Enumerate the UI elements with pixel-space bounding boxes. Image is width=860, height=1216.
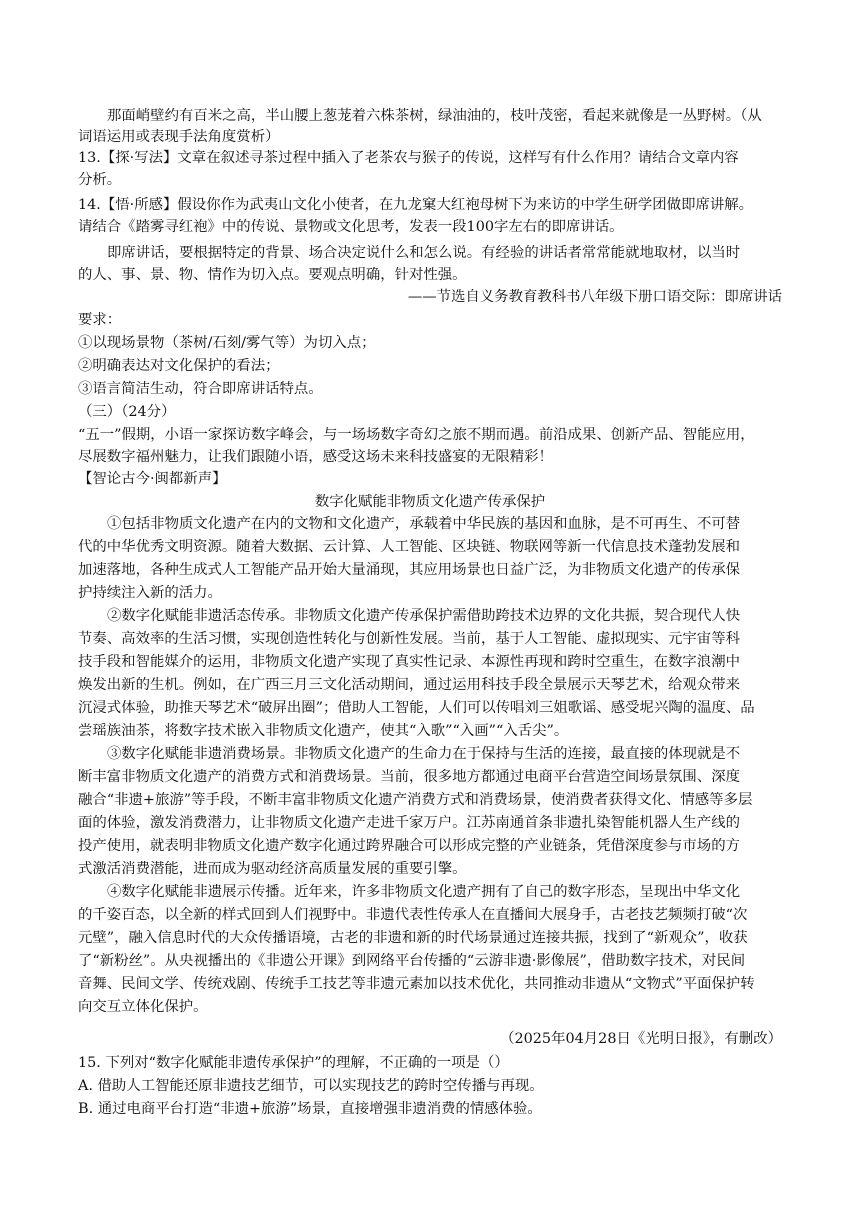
paragraph-4-line: ④数字化赋能非遗展示传播。近年来，许多非物质文化遗产拥有了自己的数字形态，呈现出中华文化	[107, 884, 741, 900]
quote-source: ——节选自义务教育教科书八年级下册口语交际：即席讲话	[407, 289, 782, 305]
paragraph-2-line: 技手段和智能媒介的运用，非物质文化遗产实现了真实性记录、本源性再现和跨时空重生，在数字浪潮中	[78, 654, 740, 670]
q12-text-line: 那面峭壁约有百米之高，半山腰上葱茏着六株茶树，绿油油的，枝叶茂密，看起来就像是一丛野树。（从	[107, 108, 762, 124]
option-b: B. 通过电商平台打造“非遗+旅游”场景，直接增强非遗消费的情感体验。	[78, 1101, 542, 1117]
subsection-heading: 【智论古今·闽都新声】	[78, 471, 227, 487]
requirement-item: ②明确表达对文化保护的看法；	[78, 358, 280, 374]
paragraph-3-line: ③数字化赋能非遗消费场景。非物质文化遗产的生命力在于保持与生活的连接，最直接的体现就是不	[107, 746, 741, 762]
question-14-cont: 请结合《踏雾寻红袍》中的传说、景物或文化思考，发表一段100字左右的即席讲话。	[78, 219, 624, 235]
paragraph-2-line: 尝瑶族油茶，将数字技术嵌入非物质文化遗产，使其“入歌”“入画”“入舌尖”。	[78, 723, 569, 739]
paragraph-4-line: 了“新粉丝”。从央视播出的《非遗公开课》到网络平台传播的“云游非遗·影像展”，借助数字技术，对民间	[78, 953, 746, 969]
article-title: 数字化赋能非物质文化遗产传承保护	[314, 494, 546, 510]
paragraph-3-line: 面的体验，激发消费潜力，让非物质文化遗产走进千家万户。江苏南通首条非遗扎染智能机器人生产线的	[78, 815, 740, 831]
requirement-item: ①以现场景物（茶树/石刻/雾气等）为切入点；	[78, 335, 376, 351]
question-14: 14.【悟·所感】假设你作为武夷山文化小使者，在九龙窠大红袍母树下为来访的中学生研学团做即席讲解。	[78, 197, 754, 213]
paragraph-1-line: ①包括非物质文化遗产在内的文物和文化遗产，承载着中华民族的基因和血脉，是不可再生、不可替	[107, 516, 741, 532]
paragraph-3-line: 式激活消费潜能，进而成为驱动经济高质量发展的重要引擎。	[78, 861, 467, 877]
paragraph-2-line: 沉浸式体验，助推天琴艺术“破屏出圈”；借助人工智能，人们可以传唱刘三姐歌谣、感受坭兴陶的温度、品	[78, 700, 755, 716]
article-source: （2025年04月28日《光明日报》，有删改）	[500, 1031, 782, 1047]
question-13: 13.【探·写法】文章在叙述寻茶过程中插入了老茶农与猴子的传说，这样写有什么作用？请结合文章内容	[78, 150, 739, 166]
question-13-cont: 分析。	[78, 172, 122, 188]
paragraph-3-line: 断丰富非物质文化遗产的消费方式和消费场景。当前，很多地方都通过电商平台营造空间场景氛围、深度	[78, 769, 740, 785]
paragraph-1-line: 代的中华优秀文明资源。随着大数据、云计算、人工智能、区块链、物联网等新一代信息技术蓬勃发展和	[78, 539, 740, 555]
paragraph-4-line: 向交互立体化保护。	[78, 999, 208, 1015]
question-15: 15. 下列对“数字化赋能非遗传承保护”的理解，不正确的一项是（）	[78, 1055, 509, 1071]
quote-line: 即席讲话，要根据特定的背景、场合决定说什么和怎么说。有经验的讲话者常常能就地取材，以当时	[107, 245, 741, 261]
paragraph-4-line: 元壁”，融入信息时代的大众传播语境，古老的非遗和新的时代场景通过连接共振，找到了“新观众”，收获	[78, 930, 748, 946]
requirement-item: ③语言简洁生动，符合即席讲话特点。	[78, 381, 323, 397]
paragraph-2-line: 焕发出新的生机。例如，在广西三月三文化活动期间，通过运用科技手段全景展示天琴艺术，给观众带来	[78, 677, 740, 693]
quote-line: 的人、事、景、物、情作为切入点。要观点明确，针对性强。	[78, 267, 467, 283]
paragraph-3-line: 投产使用，就表明非物质文化遗产数字化通过跨界融合可以形成完整的产业链条，凭借深度参与市场的方	[78, 838, 740, 854]
intro-line: 尽展数字福州魅力，让我们跟随小语，感受这场未来科技盛宴的无限精彩！	[78, 449, 553, 465]
paragraph-2-line: ②数字化赋能非遗活态传承。非物质文化遗产传承保护需借助跨技术边界的文化共振，契合现代人快	[107, 608, 741, 624]
intro-line: “五一”假期，小语一家探访数字峰会，与一场场数字奇幻之旅不期而遇。前沿成果、创新产品、智能应用，	[78, 427, 755, 443]
paragraph-4-line: 的千姿百态，以全新的样式回到人们视野中。非遗代表性传承人在直播间大展身手，古老技艺频频打破“次	[78, 907, 748, 923]
paragraph-1-line: 加速落地，各种生成式人工智能产品开始大量涌现，其应用场景也日益广泛，为非物质文化遗产的传承保	[78, 562, 740, 578]
requirements-heading: 要求：	[78, 312, 122, 328]
paragraph-3-line: 融合“非遗+旅游”等手段，不断丰富非物质文化遗产消费方式和消费场景，使消费者获得文化、情感等多层	[78, 792, 753, 808]
section-3-title: （三）（24分）	[78, 404, 176, 420]
q12-text-line: 词语运用或表现手法角度赏析）	[78, 129, 280, 145]
option-a: A. 借助人工智能还原非遗技艺细节，可以实现技艺的跨时空传播与再现。	[78, 1078, 544, 1094]
paragraph-1-line: 护持续注入新的活力。	[78, 585, 222, 601]
paragraph-2-line: 节奏、高效率的生活习惯，实现创造性转化与创新性发展。当前，基于人工智能、虚拟现实、元宇宙等科	[78, 631, 740, 647]
paragraph-4-line: 音舞、民间文学、传统戏剧、传统手工技艺等非遗元素加以技术优化，共同推动非遗从“文物式”平面保护转	[78, 976, 755, 992]
